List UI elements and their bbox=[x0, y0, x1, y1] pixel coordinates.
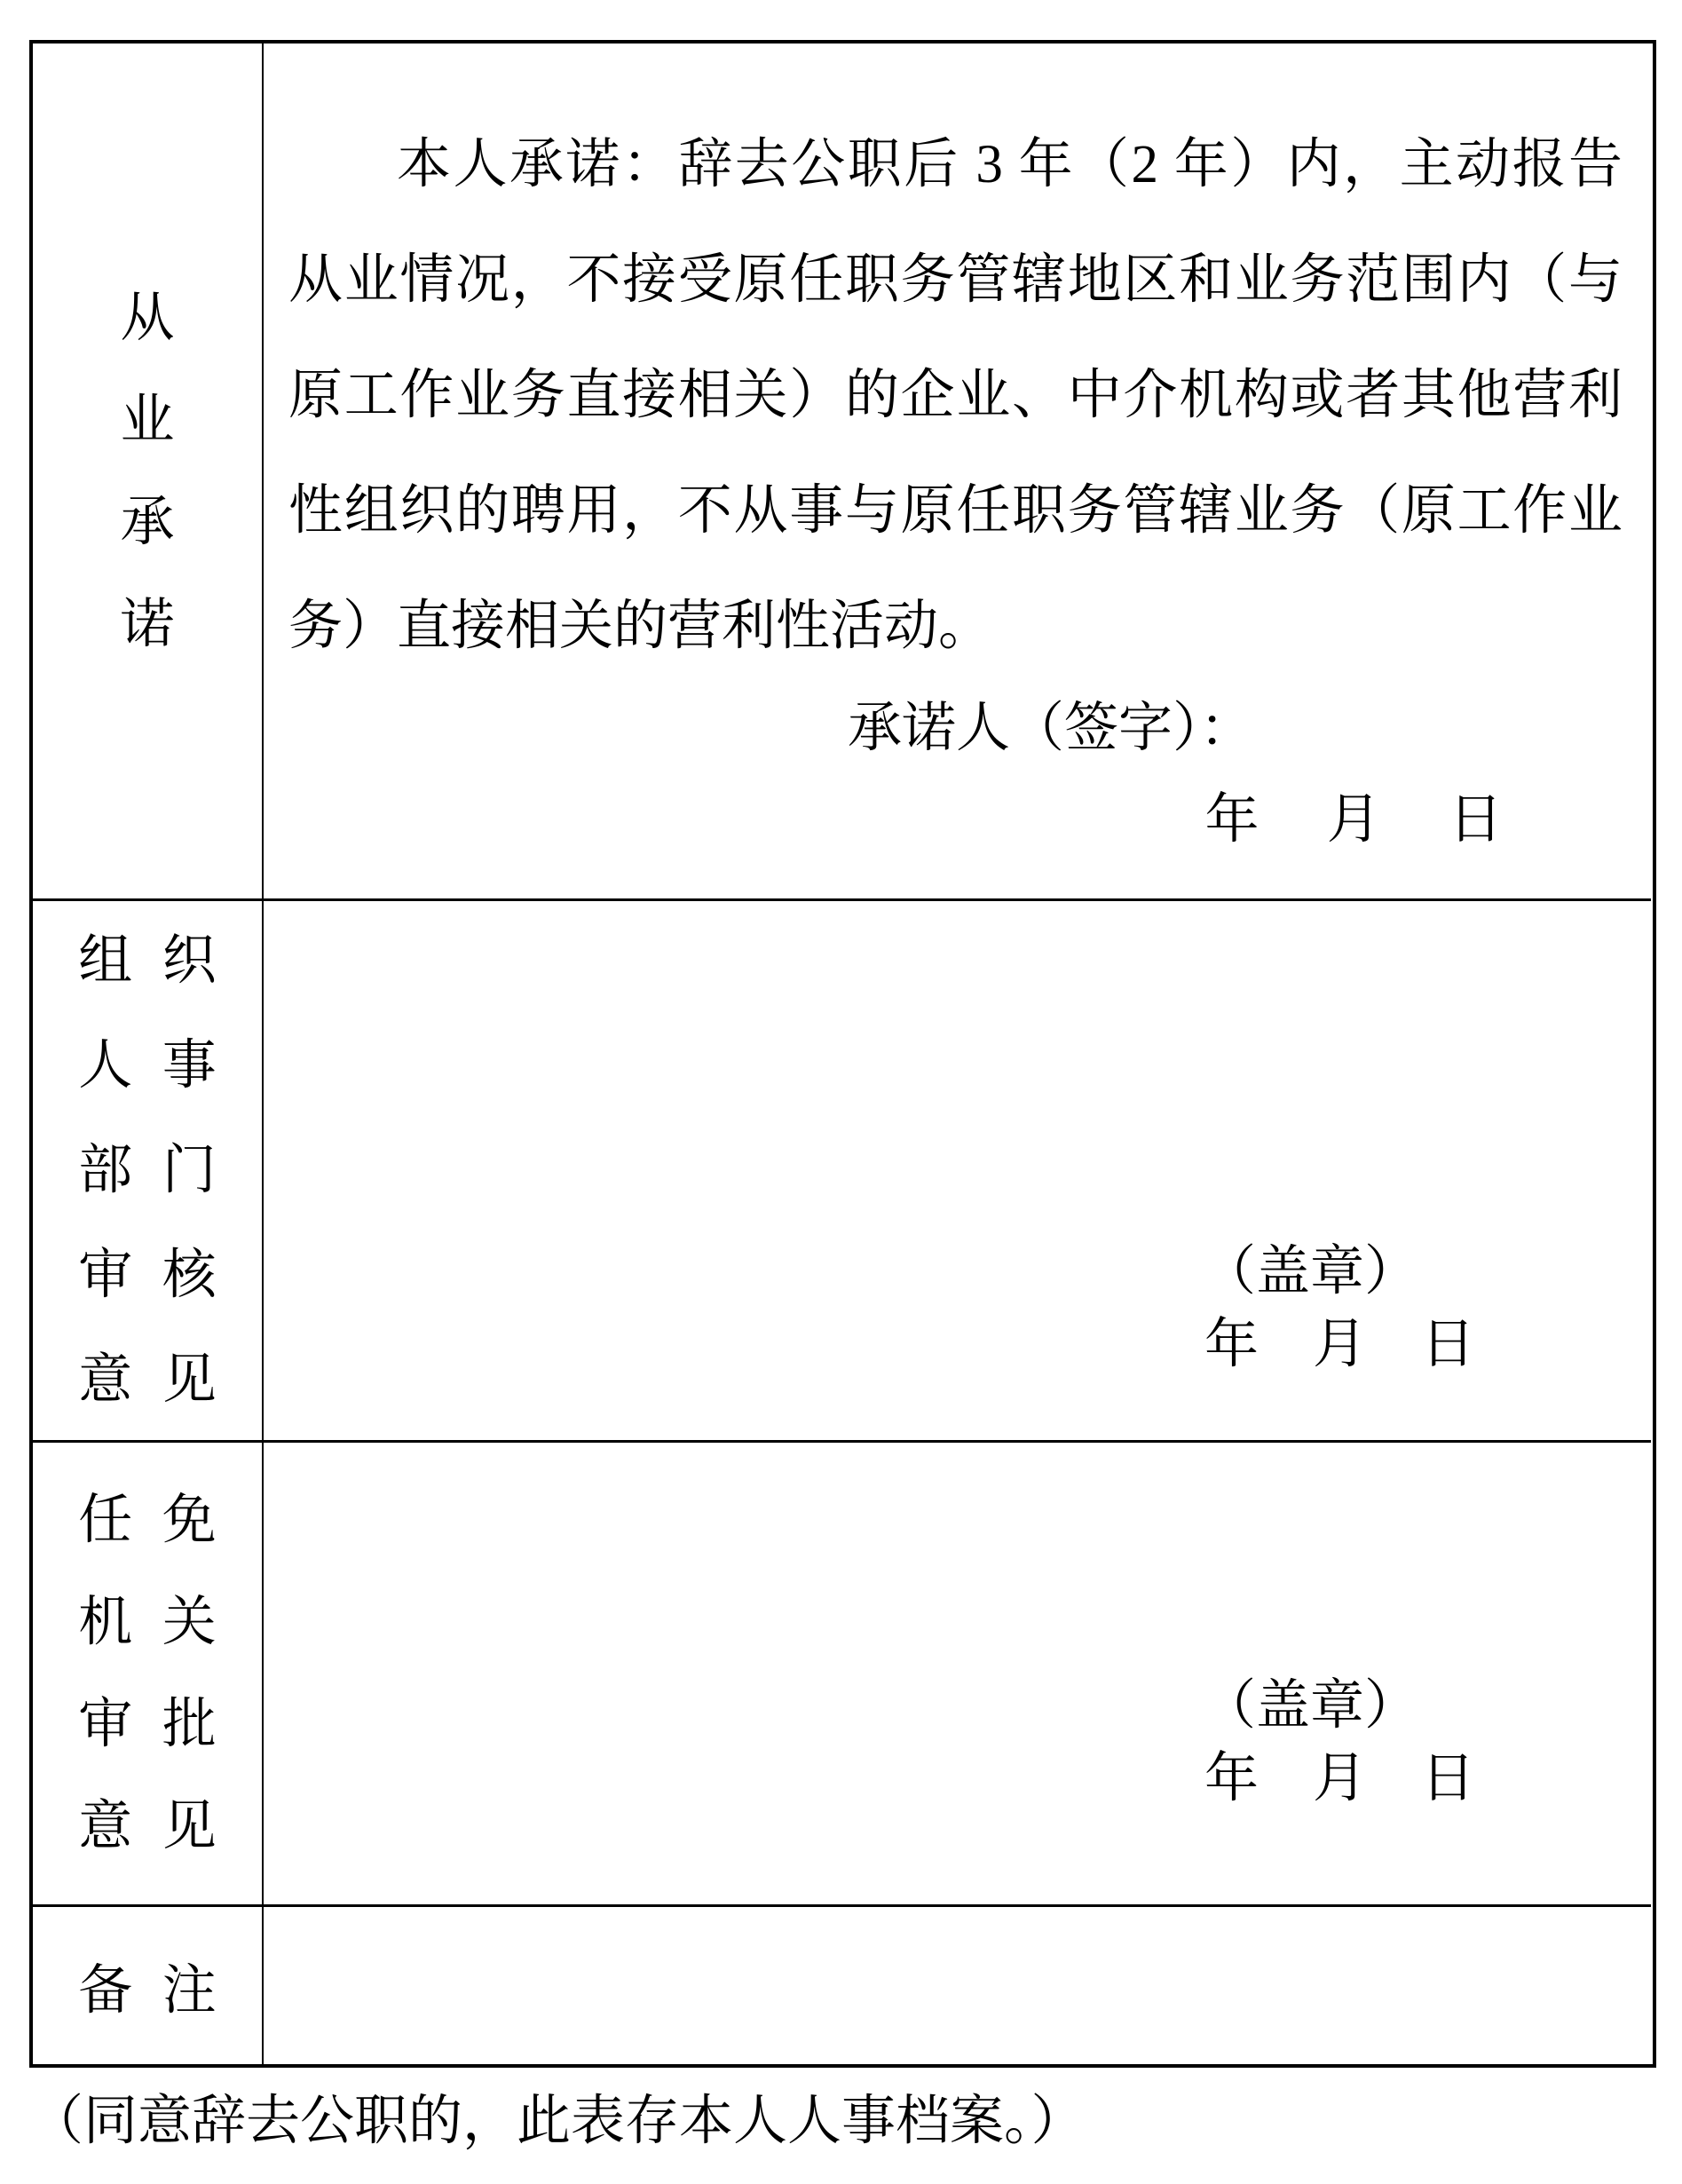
remarks-content-cell bbox=[264, 1907, 1651, 2064]
label-line: 意见 bbox=[78, 1797, 247, 1856]
label-line: 审批 bbox=[78, 1695, 247, 1754]
row-label-employment-pledge bbox=[33, 44, 264, 901]
authority-approval-date-line: 年 月 日 bbox=[1204, 1749, 1475, 1808]
form-table bbox=[29, 40, 1656, 2068]
pledge-date-line: 年 月 日 bbox=[1204, 790, 1503, 850]
row-label-remarks bbox=[33, 1907, 264, 2064]
label-line: 审核 bbox=[78, 1245, 247, 1305]
label-line: 部门 bbox=[78, 1140, 247, 1200]
hr-review-seal-line: （盖章） bbox=[1201, 1242, 1418, 1302]
pledge-content-cell bbox=[264, 44, 1651, 901]
authority-approval-content-cell bbox=[264, 1443, 1651, 1907]
row-label-hr-review-opinion bbox=[33, 901, 264, 1443]
authority-approval-seal-line: （盖章） bbox=[1201, 1676, 1418, 1736]
label-line: 备注 bbox=[78, 1961, 247, 2021]
pledge-text: 本人承诺：辞去公职后 3 年（2 年）内，主动报告从业情况，不接受原任职务管辖地区和业务范围内（与原工作业务直接相关）的企业、中介机构或者其他营利性组织的聘用，不从事与原任职务管辖业务（原工作业务）直接相关的营利性活动。 bbox=[288, 135, 1623, 656]
label-line: 机关 bbox=[78, 1593, 247, 1652]
label-char: 从 bbox=[120, 288, 175, 348]
hr-review-date-line: 年 月 日 bbox=[1204, 1315, 1475, 1374]
hr-review-content-cell bbox=[264, 901, 1651, 1443]
signer-signature-line: 承诺人（签字）： bbox=[848, 699, 1254, 758]
label-char: 业 bbox=[120, 390, 175, 450]
label-char: 诺 bbox=[120, 594, 175, 654]
label-char: 承 bbox=[120, 492, 175, 552]
label-line: 任免 bbox=[78, 1491, 247, 1550]
footer-note: （同意辞去公职的，此表存本人人事档案。） bbox=[29, 2092, 1086, 2151]
label-line: 组织 bbox=[78, 930, 247, 991]
label-line: 人事 bbox=[78, 1035, 247, 1096]
label-line: 意见 bbox=[78, 1349, 247, 1410]
row-label-authority-approval-opinion bbox=[33, 1443, 264, 1907]
